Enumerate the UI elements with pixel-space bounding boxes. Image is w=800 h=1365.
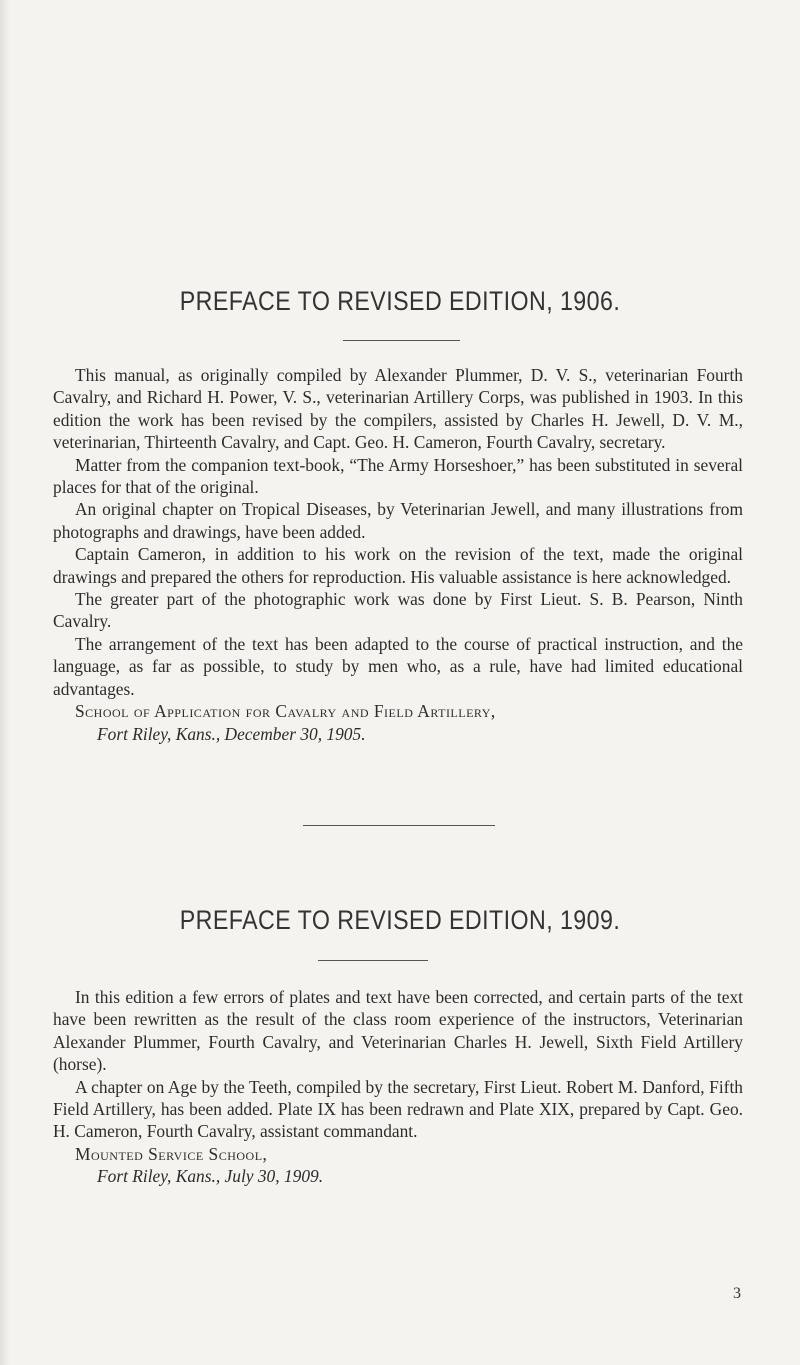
paragraph: Matter from the companion text-book, “The Army Horseshoer,” has been substituted in several places for that of the original. [53, 454, 743, 498]
section-divider [303, 825, 495, 826]
paragraph: The arrangement of the text has been adapted to the course of practical instruction, and the language, as far as possible, to study by men who, as a rule, have had limited educational advantages. [53, 633, 743, 699]
signature-institution: School of Application for Cavalry and Field Artillery, [75, 701, 496, 722]
signature-institution: Mounted Service School, [75, 1143, 268, 1164]
preface-1906-body [53, 364, 743, 745]
title-underline-1906 [343, 340, 460, 341]
title-underline-1909 [318, 960, 428, 961]
preface-1909-title: PREFACE TO REVISED EDITION, 1909. [179, 905, 621, 935]
paragraph: A chapter on Age by the Teeth, compiled by the secretary, First Lieut. Robert M. Danford, Fifth Field Artillery, has been added. Plate IX has been redrawn and Plate XIX, prepared by Capt. Geo. H. Cameron, Fourth Cavalry, assistant commandant. [53, 1076, 743, 1142]
page-number: 3 [733, 1285, 741, 1302]
signature-place-date: Fort Riley, Kans., December 30, 1905. [97, 723, 366, 744]
page-edge-shadow [0, 0, 10, 1365]
preface-1906-title: PREFACE TO REVISED EDITION, 1906. [179, 286, 621, 316]
preface-1909-body [53, 986, 743, 1188]
paragraph: Captain Cameron, in addition to his work on the revision of the text, made the original drawings and prepared the others for reproduction. His valuable assistance is here acknowledged. [53, 544, 743, 587]
paragraph: The greater part of the photographic work was done by First Lieut. S. B. Pearson, Ninth Cavalry. [53, 589, 743, 632]
paragraph: An original chapter on Tropical Diseases, by Veterinarian Jewell, and many illustrations from photographs and drawings, have been added. [53, 499, 743, 542]
paragraph: This manual, as originally compiled by Alexander Plummer, D. V. S., veterinarian Fourth Cavalry, and Richard H. Power, V. S., veterinarian Artillery Corps, was published in 1903. In this edition the work has been revised by the compilers, assisted by Charles H. Jewell, D. V. M., veterinarian, Thirteenth Cavalry, and Capt. Geo. H. Cameron, Fourth Cavalry, secretary. [53, 365, 743, 453]
signature-place-date: Fort Riley, Kans., July 30, 1909. [97, 1166, 324, 1187]
paragraph: In this edition a few errors of plates and text have been corrected, and certain parts of the text have been rewritten as the result of the class room experience of the instructors, Veterinarian Alexander Plummer, Fourth Cavalry, and Veterinarian Charles H. Jewell, Sixth Field Artillery (horse). [53, 987, 743, 1075]
